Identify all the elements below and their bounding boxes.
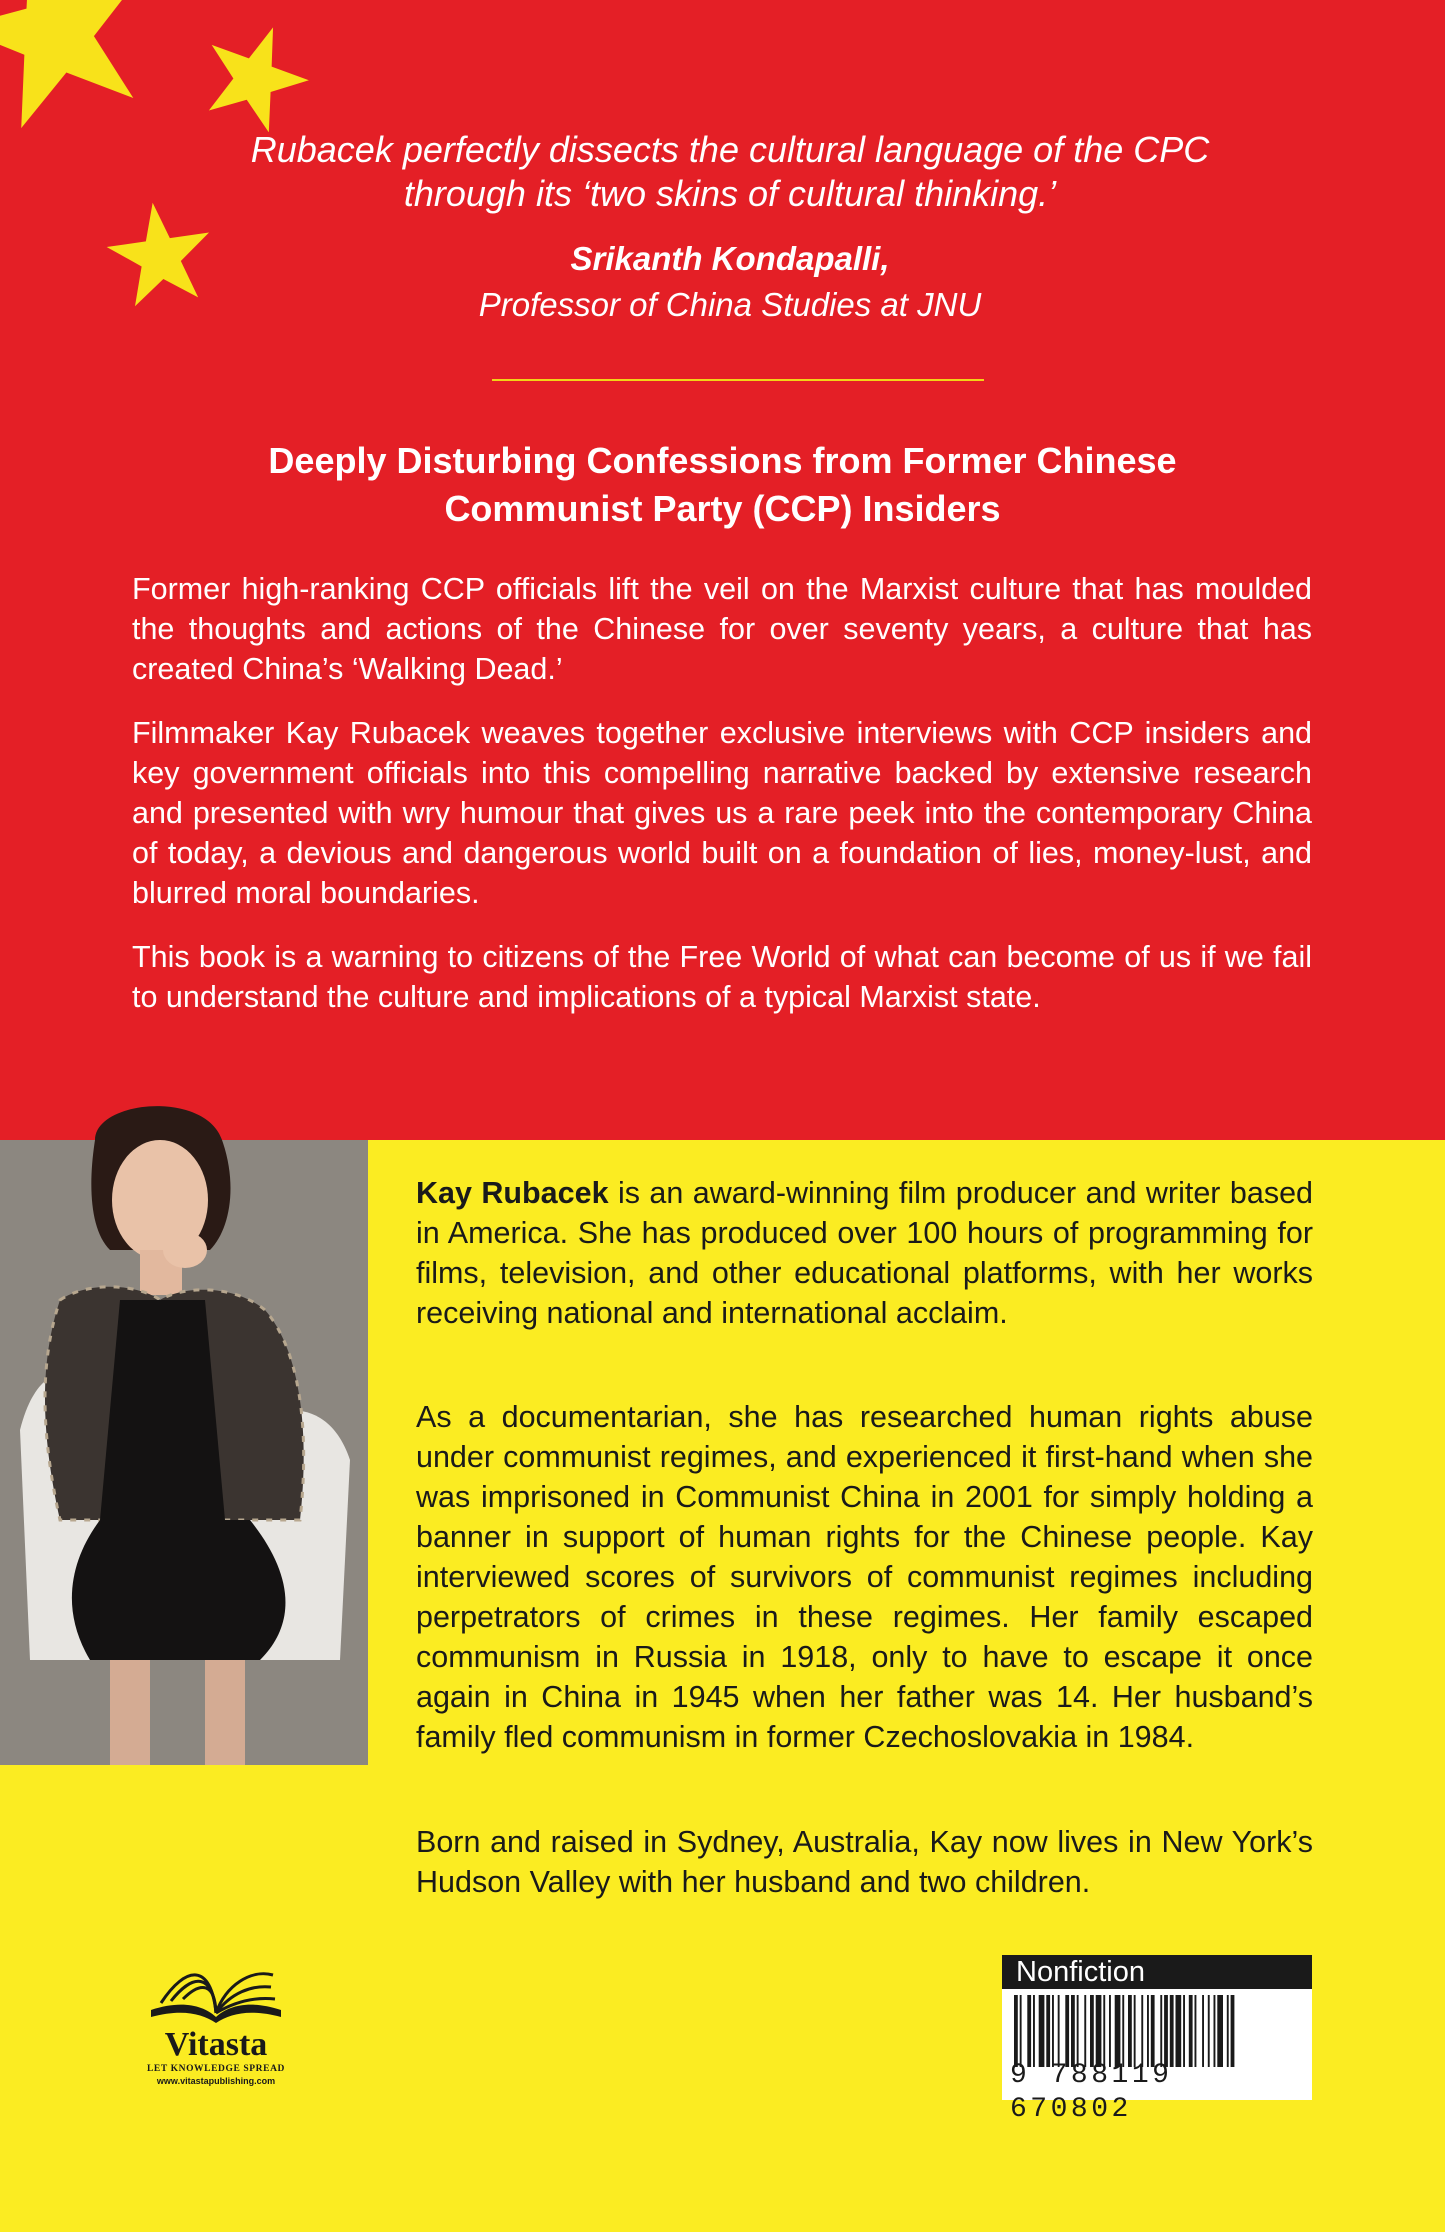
barcode-bar bbox=[1183, 1995, 1185, 2067]
barcode-bar bbox=[1084, 1995, 1086, 2067]
barcode-bar bbox=[1176, 1995, 1182, 2067]
author-photo bbox=[0, 1100, 368, 1765]
barcode-bar bbox=[1103, 1995, 1105, 2067]
barcode-bar bbox=[1134, 1995, 1136, 2067]
divider bbox=[492, 379, 984, 381]
description-paragraph: This book is a warning to citizens of the Free World of what can become of us if we fail to understand the culture and implications of a typical Marxist state. bbox=[132, 940, 1312, 1014]
barcode-bar bbox=[1046, 1995, 1050, 2067]
barcode-bar bbox=[1014, 1995, 1018, 2067]
bio-paragraph: Born and raised in Sydney, Australia, Kay now lives in New York’s Hudson Valley with her husband and two children. bbox=[416, 1825, 1313, 1899]
barcode-bar bbox=[1058, 1995, 1060, 2067]
quote-line: Rubacek perfectly dissects the cultural language of the CPC bbox=[250, 129, 1210, 170]
barcode-bar bbox=[1020, 1995, 1022, 2067]
barcode-bar bbox=[1115, 1995, 1121, 2067]
publisher-logo bbox=[132, 1955, 300, 2100]
barcode-bar bbox=[1090, 1995, 1094, 2067]
description-paragraph: Former high-ranking CCP officials lift the veil on the Marxist culture that has moulded the thoughts and actions of the Chinese for over seventy years, a culture that has created China’s ‘Walking Dead.’ bbox=[132, 572, 1312, 686]
publisher-url: www.vitastapublishing.com bbox=[156, 2076, 276, 2086]
barcode-bar bbox=[1170, 1995, 1174, 2067]
barcode-bar bbox=[1231, 1995, 1235, 2067]
large-star-icon bbox=[0, 0, 155, 130]
barcode-bar bbox=[1189, 1995, 1193, 2067]
barcode-bar bbox=[1096, 1995, 1102, 2067]
blurb-heading bbox=[120, 437, 1325, 533]
barcode-bar bbox=[1128, 1995, 1132, 2067]
bio-paragraph: As a documentarian, she has researched human rights abuse under communist regimes, and experienced it first-hand when she was imprisoned in Communist China in 2001 for simply holding a banner in support of human rights for the Chinese people. Kay interviewed scores of survivors of communist regimes including perpetrators of crimes in these regimes. Her family escaped communism in Russia in 1918, only to have to escape it once again in China in 1945 when her father was 14. Her husband’s family fled communism in former Czechoslovakia in 1984. bbox=[416, 1400, 1313, 1754]
barcode-bar bbox=[1109, 1995, 1111, 2067]
barcode-bar bbox=[1065, 1995, 1069, 2067]
barcode-bar bbox=[1033, 1995, 1035, 2067]
barcode-bar bbox=[1077, 1995, 1079, 2067]
isbn-barcode bbox=[1002, 1955, 1312, 2125]
barcode-bar bbox=[1227, 1995, 1229, 2067]
heading-line: Communist Party (CCP) Insiders bbox=[444, 488, 1001, 529]
barcode-bar bbox=[1164, 1995, 1168, 2067]
bio-text: is an award-winning film producer and writer based in America. She has produced over 100 hours of programming for films, television, and other educational platforms, with her works receiving national and international acclaim. bbox=[416, 1176, 1313, 1330]
bio-paragraph bbox=[416, 1173, 1313, 1333]
endorsement-author-title: Professor of China Studies at JNU bbox=[478, 286, 982, 323]
open-book-icon bbox=[141, 1955, 291, 2027]
barcode-bar bbox=[1052, 1995, 1054, 2067]
barcode-bar bbox=[1122, 1995, 1124, 2067]
barcode-bars bbox=[1012, 1995, 1302, 2067]
barcode-bar bbox=[1195, 1995, 1197, 2067]
category-label: Nonfiction bbox=[1002, 1955, 1312, 1989]
barcode-bar bbox=[1147, 1995, 1149, 2067]
barcode-bar bbox=[1202, 1995, 1204, 2067]
publisher-name: Vitasta bbox=[164, 2026, 268, 2063]
barcode-bar bbox=[1027, 1995, 1031, 2067]
barcode-bar bbox=[1071, 1995, 1075, 2067]
quote-line: through its ‘two skins of cultural thinking.’ bbox=[403, 173, 1057, 214]
barcode-bar bbox=[1141, 1995, 1143, 2067]
endorsement-author: Srikanth Kondapalli, bbox=[570, 240, 890, 277]
endorsement-quote bbox=[180, 128, 1280, 216]
barcode-bar bbox=[1160, 1995, 1162, 2067]
barcode-bar bbox=[1217, 1995, 1223, 2067]
barcode-bar bbox=[1208, 1995, 1210, 2067]
isbn-number: 9 788119 670802 bbox=[1010, 2060, 1173, 2125]
heading-line: Deeply Disturbing Confessions from Former Chinese bbox=[268, 440, 1177, 481]
author-name: Kay Rubacek bbox=[416, 1176, 609, 1210]
small-star-icon bbox=[200, 22, 310, 132]
description-paragraph: Filmmaker Kay Rubacek weaves together exclusive interviews with CCP insiders and key government officials into this compelling narrative backed by extensive research and presented with wry humour that gives us a rare peek into the contemporary China of today, a devious and dangerous world built on a foundation of lies, money-lust, and blurred moral boundaries. bbox=[132, 716, 1312, 910]
barcode-bar bbox=[1039, 1995, 1045, 2067]
barcode-bar bbox=[1214, 1995, 1216, 2067]
publisher-tagline: LET KNOWLEDGE SPREAD bbox=[147, 2064, 285, 2074]
barcode-bar bbox=[1151, 1995, 1155, 2067]
